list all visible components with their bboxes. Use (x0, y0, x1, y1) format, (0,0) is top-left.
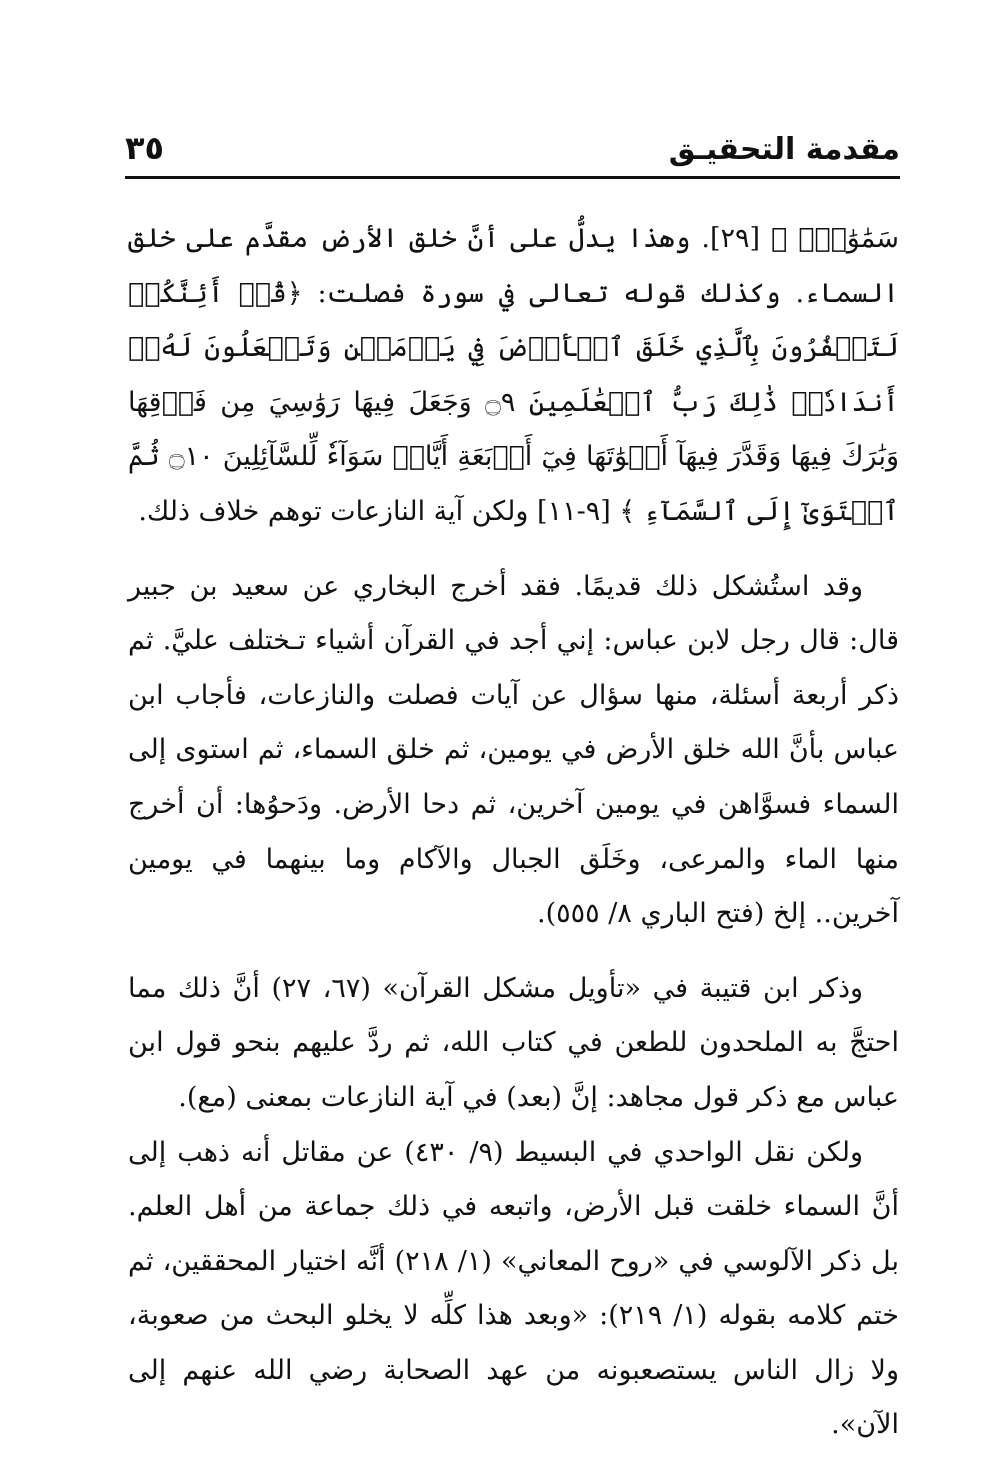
header-rule (125, 176, 900, 179)
paragraph-verse-continuation: سَمَٰوَٰتٍۚ ﴾ [٢٩]. وهذا يدلُّ على أنَّ خلق الأرض مقدَّم على خلق السماء. وكذلك قوله تعالى في سورة فصلت: ﴿قُلۡ أَئِنَّكُمۡ لَتَكۡفُرُونَ بِٱلَّذِي خَلَقَ ٱلۡأَرۡضَ فِي يَوۡمَيۡنِ وَتَجۡعَلُونَ لَهُۥٓ أَندَادٗاۚ ذَٰلِكَ رَبُّ ٱلۡعَٰلَمِينَ ۝٩ وَجَعَلَ فِيهَا رَوَٰسِيَ مِن فَوۡقِهَا وَبَٰرَكَ فِيهَا وَقَدَّرَ فِيهَآ أَقۡوَٰتَهَا فِيٓ أَرۡبَعَةِ أَيَّامٖ سَوَآءٗ لِّلسَّآئِلِينَ ۝١٠ ثُمَّ ٱسۡتَوَىٰٓ إِلَى ٱلسَّمَآءِ ﴾ [٩-١١] ولكن آية النازعات توهم خلاف ذلك. (128, 223, 899, 527)
paragraph-wahidi: ولكن نقل الواحدي في البسيط (٩/ ٤٣٠) عن مقاتل أنه ذهب إلى أنَّ السماء خلقت قبل الأرض، واتبعه في ذلك جماعة من أهل العلم. بل ذكر الآلوسي في «روح المعاني» (١/ ٢١٨) أنَّه اختيار المحققين، ثم ختم كلامه بقوله (١/ ٢١٩): «وبعد هذا كلِّه لا يخلو البحث من صعوبة، ولا زال الناس يستصعبونه من عهد الصحابة رضي الله عنهم إلى الآن». (128, 1136, 899, 1441)
paragraph-ibn-abbas: وقد استُشكل ذلك قديمًا. فقد أخرج البخاري عن سعيد بن جبير قال: قال رجل لابن عباس: إني أجد في القرآن أشياء تـختلف عليَّ. ثم ذكر أربعة أسئلة، منها سؤال عن آيات فصلت والنازعات، فأجاب ابن عباس بأنَّ الله خلق الأرض في يومين، ثم خلق السماء، ثم استوى إلى السماء فسوَّاهن في يومين آخرين، ثم دحا الأرض. ودَحوُها: أن أخرج منها الماء والمرعى، وخَلَق الجبال والآكام وما بينهما في يومين آخرين.. إلخ (فتح الباري ٨/ ٥٥٥). (128, 570, 899, 930)
running-title: مقدمة التحقيـق (668, 132, 900, 167)
page-number: ٣٥ (125, 129, 165, 167)
paragraph-ibn-qutaybah: وذكر ابن قتيبة في «تأويل مشكل القرآن» (٦٧، ٢٧) أنَّ ذلك مما احتجَّ به الملحدون للطعن في كتاب الله، ثم ردَّ عليهم بنحو قول ابن عباس مع ذكر قول مجاهد: إنَّ (بعد) في آية النازعات بمعنى (مع). (128, 972, 899, 1113)
page-body (128, 212, 899, 1453)
page-header (125, 118, 900, 180)
